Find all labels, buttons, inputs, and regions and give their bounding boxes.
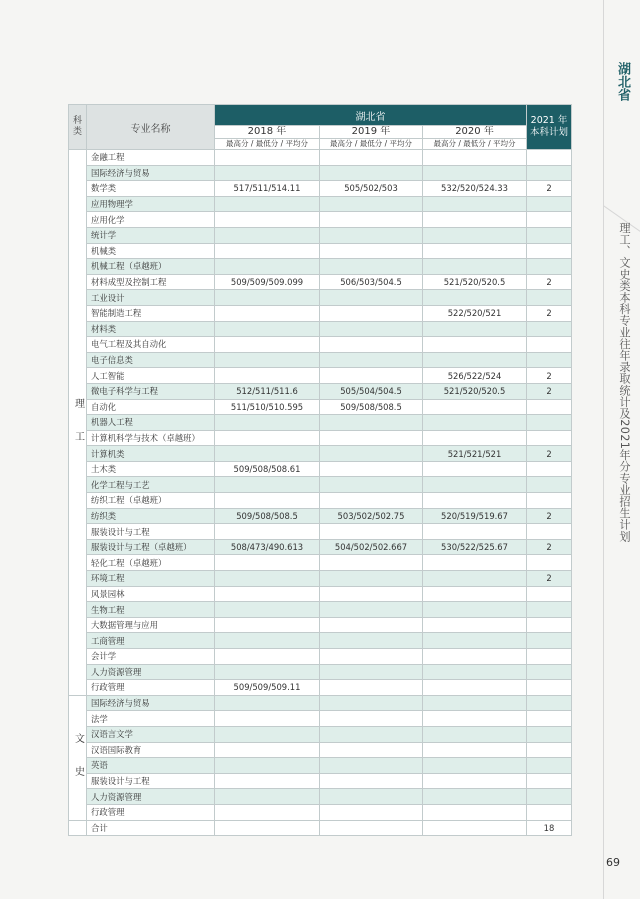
- plan-2021-cell: [527, 227, 572, 243]
- major-cell: 机器人工程: [87, 415, 215, 431]
- score-2018-cell: [215, 321, 320, 337]
- major-cell: 材料类: [87, 321, 215, 337]
- major-cell: 行政管理: [87, 680, 215, 696]
- plan-2021-cell: [527, 773, 572, 789]
- score-2018-cell: [215, 196, 320, 212]
- table-row: [69, 758, 572, 774]
- score-2018-cell: 517/511/514.11: [215, 181, 320, 197]
- total-row: [69, 820, 572, 835]
- major-cell: 国际经济与贸易: [87, 695, 215, 711]
- plan-2021-cell: [527, 649, 572, 665]
- score-2019-cell: [320, 571, 423, 587]
- score-2018-cell: [215, 571, 320, 587]
- score-2020-cell: [423, 617, 527, 633]
- score-2020-cell: 521/521/521: [423, 446, 527, 462]
- major-cell: 数学类: [87, 181, 215, 197]
- major-cell: 人工智能: [87, 368, 215, 384]
- admission-table: [68, 104, 572, 836]
- score-2020-cell: [423, 633, 527, 649]
- score-2018-cell: 509/508/508.61: [215, 461, 320, 477]
- score-2020-cell: [423, 165, 527, 181]
- score-2018-cell: [215, 165, 320, 181]
- table-row: [69, 742, 572, 758]
- score-2019-cell: [320, 415, 423, 431]
- score-2019-cell: [320, 196, 423, 212]
- table-row: [69, 259, 572, 275]
- score-2018-cell: [215, 337, 320, 353]
- plan-2021-cell: [527, 711, 572, 727]
- plan-2021-cell: [527, 150, 572, 166]
- score-2020-cell: 521/520/520.5: [423, 274, 527, 290]
- score-2019-cell: 506/503/504.5: [320, 274, 423, 290]
- score-2019-cell: [320, 773, 423, 789]
- score-2019-cell: [320, 602, 423, 618]
- table-row: [69, 461, 572, 477]
- score-2020-cell: [423, 399, 527, 415]
- major-cell: 生物工程: [87, 602, 215, 618]
- score-2020-cell: [423, 196, 527, 212]
- score-2020-cell: [423, 555, 527, 571]
- major-cell: 法学: [87, 711, 215, 727]
- score-2018-cell: [215, 212, 320, 228]
- table-row: [69, 415, 572, 431]
- score-2020-cell: [423, 571, 527, 587]
- plan-2021-cell: [527, 259, 572, 275]
- score-2018-cell: [215, 352, 320, 368]
- table-row: [69, 680, 572, 696]
- score-2018-cell: [215, 664, 320, 680]
- score-2018-cell: [215, 742, 320, 758]
- score-2018-cell: 512/511/511.6: [215, 383, 320, 399]
- table-row: [69, 571, 572, 587]
- score-2019-cell: [320, 461, 423, 477]
- category-cell: 文 史: [69, 695, 87, 820]
- total-label: 合计: [87, 820, 215, 835]
- major-cell: 计算机类: [87, 446, 215, 462]
- score-2020-cell: [423, 321, 527, 337]
- plan-2021-cell: [527, 415, 572, 431]
- plan-2021-cell: [527, 742, 572, 758]
- table-row: [69, 711, 572, 727]
- plan-2021-cell: [527, 212, 572, 228]
- table-row: [69, 227, 572, 243]
- header-major: 专业名称: [87, 105, 215, 150]
- score-2019-cell: [320, 243, 423, 259]
- major-cell: 电子信息类: [87, 352, 215, 368]
- major-cell: 人力资源管理: [87, 664, 215, 680]
- major-cell: 人力资源管理: [87, 789, 215, 805]
- plan-2021-cell: [527, 524, 572, 540]
- score-2020-cell: [423, 524, 527, 540]
- plan-2021-cell: [527, 617, 572, 633]
- header-year-2018: 2018 年: [215, 126, 320, 139]
- plan-2021-cell: [527, 493, 572, 509]
- score-2020-cell: [423, 773, 527, 789]
- plan-2021-cell: [527, 337, 572, 353]
- score-2018-cell: [215, 368, 320, 384]
- plan-2021-cell: [527, 399, 572, 415]
- table-row: [69, 150, 572, 166]
- score-2020-cell: [423, 259, 527, 275]
- score-2018-cell: [215, 602, 320, 618]
- major-cell: 材料成型及控制工程: [87, 274, 215, 290]
- header-year-2019: 2019 年: [320, 126, 423, 139]
- table-row: [69, 477, 572, 493]
- table-row: [69, 383, 572, 399]
- major-cell: 汉语言文学: [87, 726, 215, 742]
- total-category-cell: [69, 820, 87, 835]
- score-2018-cell: [215, 524, 320, 540]
- score-2018-cell: [215, 633, 320, 649]
- table-row: [69, 165, 572, 181]
- major-cell: 工业设计: [87, 290, 215, 306]
- score-2018-cell: [215, 789, 320, 805]
- score-2019-cell: [320, 742, 423, 758]
- plan-2021-cell: [527, 243, 572, 259]
- table-row: [69, 664, 572, 680]
- score-2020-cell: 530/522/525.67: [423, 539, 527, 555]
- score-2018-cell: [215, 446, 320, 462]
- plan-2021-cell: [527, 758, 572, 774]
- total-empty-cell: [215, 820, 320, 835]
- score-2018-cell: 508/473/490.613: [215, 539, 320, 555]
- score-2018-cell: [215, 758, 320, 774]
- header-plan-line1: 2021 年: [530, 115, 568, 126]
- table-row: [69, 804, 572, 820]
- table-row: [69, 789, 572, 805]
- plan-2021-cell: 2: [527, 571, 572, 587]
- score-2018-cell: [215, 415, 320, 431]
- plan-2021-cell: 2: [527, 368, 572, 384]
- score-2019-cell: [320, 649, 423, 665]
- table-row: [69, 212, 572, 228]
- score-2019-cell: [320, 337, 423, 353]
- score-2020-cell: [423, 477, 527, 493]
- score-2018-cell: [215, 711, 320, 727]
- score-2018-cell: [215, 695, 320, 711]
- score-2019-cell: [320, 493, 423, 509]
- score-2018-cell: [215, 617, 320, 633]
- score-2018-cell: [215, 150, 320, 166]
- major-cell: 汉语国际教育: [87, 742, 215, 758]
- score-2018-cell: 509/508/508.5: [215, 508, 320, 524]
- score-2020-cell: [423, 415, 527, 431]
- score-2019-cell: [320, 259, 423, 275]
- score-2019-cell: [320, 633, 423, 649]
- score-2018-cell: [215, 290, 320, 306]
- table-row: [69, 274, 572, 290]
- major-cell: 轻化工程（卓越班）: [87, 555, 215, 571]
- major-cell: 服装设计与工程（卓越班）: [87, 539, 215, 555]
- table-row: [69, 773, 572, 789]
- score-2018-cell: [215, 430, 320, 446]
- score-2019-cell: [320, 446, 423, 462]
- major-cell: 微电子科学与工程: [87, 383, 215, 399]
- score-2020-cell: [423, 695, 527, 711]
- score-2019-cell: 503/502/502.75: [320, 508, 423, 524]
- plan-2021-cell: [527, 789, 572, 805]
- score-2018-cell: [215, 804, 320, 820]
- score-2018-cell: 511/510/510.595: [215, 399, 320, 415]
- total-empty-cell: [423, 820, 527, 835]
- major-cell: 环境工程: [87, 571, 215, 587]
- table-row: [69, 586, 572, 602]
- table-row: [69, 617, 572, 633]
- score-2019-cell: [320, 711, 423, 727]
- major-cell: 大数据管理与应用: [87, 617, 215, 633]
- table-row: [69, 321, 572, 337]
- plan-2021-cell: [527, 165, 572, 181]
- major-cell: 金融工程: [87, 150, 215, 166]
- score-2020-cell: [423, 352, 527, 368]
- score-2019-cell: [320, 321, 423, 337]
- score-2018-cell: 509/509/509.11: [215, 680, 320, 696]
- header-subheader-2020: 最高分 / 最低分 / 平均分: [423, 139, 527, 150]
- score-2018-cell: [215, 726, 320, 742]
- score-2019-cell: 504/502/502.667: [320, 539, 423, 555]
- plan-2021-cell: [527, 633, 572, 649]
- score-2020-cell: [423, 337, 527, 353]
- header-province: 湖北省: [215, 105, 527, 126]
- table-row: [69, 539, 572, 555]
- category-cell: 理 工: [69, 150, 87, 696]
- table-row: [69, 337, 572, 353]
- major-cell: 会计学: [87, 649, 215, 665]
- score-2020-cell: [423, 758, 527, 774]
- plan-2021-cell: 2: [527, 508, 572, 524]
- score-2019-cell: [320, 150, 423, 166]
- score-2020-cell: [423, 243, 527, 259]
- score-2018-cell: [215, 586, 320, 602]
- major-cell: 服装设计与工程: [87, 773, 215, 789]
- table-row: [69, 633, 572, 649]
- table-row: [69, 524, 572, 540]
- score-2019-cell: [320, 586, 423, 602]
- score-2020-cell: [423, 726, 527, 742]
- header-plan: [527, 105, 572, 150]
- score-2020-cell: [423, 493, 527, 509]
- major-cell: 土木类: [87, 461, 215, 477]
- page-number: 69: [606, 856, 620, 869]
- total-empty-cell: [320, 820, 423, 835]
- score-2018-cell: [215, 243, 320, 259]
- score-2019-cell: [320, 664, 423, 680]
- major-cell: 纺织工程（卓越班）: [87, 493, 215, 509]
- score-2019-cell: [320, 165, 423, 181]
- table-row: [69, 181, 572, 197]
- score-2020-cell: [423, 430, 527, 446]
- plan-2021-cell: [527, 726, 572, 742]
- score-2020-cell: [423, 649, 527, 665]
- score-2020-cell: [423, 227, 527, 243]
- major-cell: 行政管理: [87, 804, 215, 820]
- plan-2021-cell: [527, 555, 572, 571]
- score-2020-cell: [423, 664, 527, 680]
- score-2019-cell: [320, 524, 423, 540]
- major-cell: 应用物理学: [87, 196, 215, 212]
- header-subheader-2018: 最高分 / 最低分 / 平均分: [215, 139, 320, 150]
- plan-2021-cell: [527, 461, 572, 477]
- plan-2021-cell: [527, 196, 572, 212]
- major-cell: 化学工程与工艺: [87, 477, 215, 493]
- table-row: [69, 508, 572, 524]
- score-2020-cell: [423, 461, 527, 477]
- plan-2021-cell: 2: [527, 181, 572, 197]
- score-2019-cell: [320, 680, 423, 696]
- major-cell: 风景园林: [87, 586, 215, 602]
- major-cell: 纺织类: [87, 508, 215, 524]
- major-cell: 服装设计与工程: [87, 524, 215, 540]
- header-category: 科类: [69, 105, 87, 150]
- score-2019-cell: [320, 617, 423, 633]
- table-row: [69, 399, 572, 415]
- major-cell: 智能制造工程: [87, 305, 215, 321]
- score-2020-cell: [423, 804, 527, 820]
- score-2020-cell: [423, 602, 527, 618]
- score-2019-cell: [320, 430, 423, 446]
- table-row: [69, 695, 572, 711]
- score-2019-cell: [320, 555, 423, 571]
- score-2018-cell: [215, 477, 320, 493]
- score-2019-cell: [320, 789, 423, 805]
- table-body: [69, 150, 572, 836]
- major-cell: 英语: [87, 758, 215, 774]
- plan-2021-cell: 2: [527, 274, 572, 290]
- score-2019-cell: 505/504/504.5: [320, 383, 423, 399]
- header-subheader-2019: 最高分 / 最低分 / 平均分: [320, 139, 423, 150]
- score-2019-cell: [320, 804, 423, 820]
- major-cell: 统计学: [87, 227, 215, 243]
- score-2020-cell: [423, 680, 527, 696]
- major-cell: 自动化: [87, 399, 215, 415]
- plan-2021-cell: 2: [527, 305, 572, 321]
- table-row: [69, 196, 572, 212]
- table-row: [69, 649, 572, 665]
- score-2020-cell: 520/519/519.67: [423, 508, 527, 524]
- plan-2021-cell: [527, 477, 572, 493]
- score-2020-cell: [423, 290, 527, 306]
- score-2019-cell: [320, 726, 423, 742]
- major-cell: 电气工程及其自动化: [87, 337, 215, 353]
- score-2018-cell: [215, 555, 320, 571]
- score-2019-cell: 505/502/503: [320, 181, 423, 197]
- table-row: [69, 555, 572, 571]
- score-2019-cell: [320, 368, 423, 384]
- score-2020-cell: [423, 150, 527, 166]
- table-row: [69, 493, 572, 509]
- plan-2021-cell: [527, 290, 572, 306]
- side-subtitle: 理工、文史类本科专业往年录取统计及2021年分专业招生计划: [618, 222, 631, 543]
- plan-2021-cell: [527, 804, 572, 820]
- major-cell: 机械类: [87, 243, 215, 259]
- score-2018-cell: [215, 305, 320, 321]
- table-row: [69, 726, 572, 742]
- score-2019-cell: 509/508/508.5: [320, 399, 423, 415]
- plan-2021-cell: 2: [527, 383, 572, 399]
- major-cell: 工商管理: [87, 633, 215, 649]
- score-2019-cell: [320, 305, 423, 321]
- plan-2021-cell: [527, 664, 572, 680]
- score-2018-cell: 509/509/509.099: [215, 274, 320, 290]
- header-year-2020: 2020 年: [423, 126, 527, 139]
- plan-2021-cell: [527, 321, 572, 337]
- major-cell: 应用化学: [87, 212, 215, 228]
- major-cell: 国际经济与贸易: [87, 165, 215, 181]
- score-2018-cell: [215, 649, 320, 665]
- score-2018-cell: [215, 773, 320, 789]
- plan-2021-cell: [527, 352, 572, 368]
- score-2020-cell: [423, 212, 527, 228]
- table-row: [69, 352, 572, 368]
- major-cell: 计算机科学与技术（卓越班）: [87, 430, 215, 446]
- plan-2021-cell: [527, 430, 572, 446]
- total-plan-cell: 18: [527, 820, 572, 835]
- side-title: 湖北省: [615, 62, 630, 101]
- score-2018-cell: [215, 259, 320, 275]
- table-row: [69, 602, 572, 618]
- score-2019-cell: [320, 352, 423, 368]
- plan-2021-cell: [527, 586, 572, 602]
- table-row: [69, 368, 572, 384]
- score-2020-cell: 526/522/524: [423, 368, 527, 384]
- score-2019-cell: [320, 477, 423, 493]
- side-divider-line: [603, 0, 604, 899]
- score-2018-cell: [215, 493, 320, 509]
- plan-2021-cell: [527, 695, 572, 711]
- plan-2021-cell: 2: [527, 446, 572, 462]
- score-2018-cell: [215, 227, 320, 243]
- score-2020-cell: [423, 742, 527, 758]
- score-2019-cell: [320, 758, 423, 774]
- table-row: [69, 243, 572, 259]
- table-row: [69, 290, 572, 306]
- score-2019-cell: [320, 212, 423, 228]
- plan-2021-cell: [527, 680, 572, 696]
- plan-2021-cell: 2: [527, 539, 572, 555]
- score-2019-cell: [320, 227, 423, 243]
- score-2020-cell: [423, 789, 527, 805]
- score-2020-cell: 521/520/520.5: [423, 383, 527, 399]
- table-row: [69, 430, 572, 446]
- score-2020-cell: 532/520/524.33: [423, 181, 527, 197]
- table-row: [69, 305, 572, 321]
- score-2020-cell: [423, 586, 527, 602]
- plan-2021-cell: [527, 602, 572, 618]
- table-row: [69, 446, 572, 462]
- score-2020-cell: 522/520/521: [423, 305, 527, 321]
- score-2020-cell: [423, 711, 527, 727]
- major-cell: 机械工程（卓越班）: [87, 259, 215, 275]
- header-plan-line2: 本科计划: [530, 127, 569, 138]
- score-2019-cell: [320, 290, 423, 306]
- score-2019-cell: [320, 695, 423, 711]
